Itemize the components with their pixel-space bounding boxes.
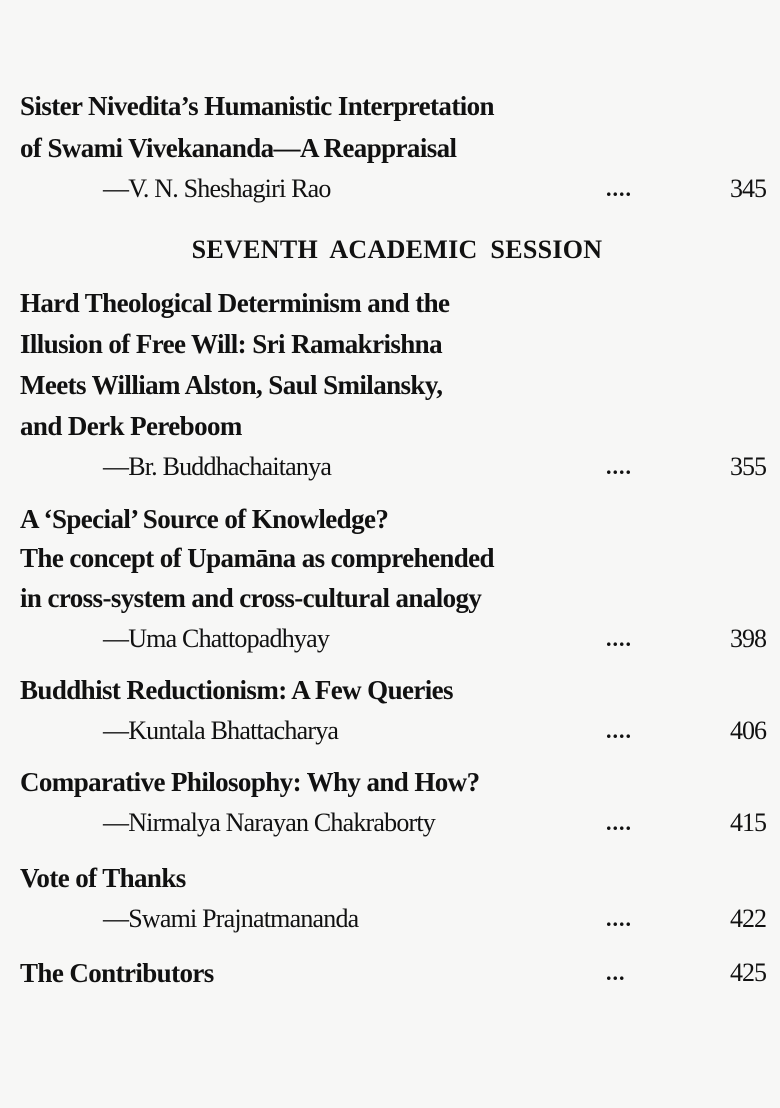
page-number: 355: [730, 452, 766, 481]
entry-title-line: of Swami Vivekananda—A Reappraisal: [20, 133, 457, 163]
dot-leader: ....: [606, 718, 632, 743]
section-heading: SEVENTH ACADEMIC SESSION: [191, 235, 603, 264]
entry-title-line: Vote of Thanks: [20, 863, 186, 893]
page-number: 422: [730, 904, 766, 933]
entry-title-line: and Derk Pereboom: [20, 411, 242, 441]
entry-author: —V. N. Sheshagiri Rao: [103, 174, 331, 203]
page-number: 415: [730, 808, 766, 837]
page-number: 345: [730, 174, 766, 203]
entry-author: —Uma Chattopadhyay: [103, 624, 330, 653]
entry-title-line: The concept of Upamāna as comprehended: [20, 543, 494, 573]
entry-author: —Nirmalya Narayan Chakraborty: [103, 808, 436, 837]
page-number: 398: [730, 624, 766, 653]
entry-author: —Kuntala Bhattacharya: [103, 716, 339, 745]
entry-author: —Br. Buddhachaitanya: [103, 452, 332, 481]
entry-title-line: Buddhist Reductionism: A Few Queries: [20, 675, 453, 705]
entry-title-line: Comparative Philosophy: Why and How?: [20, 767, 480, 797]
entry-title-line: Meets William Alston, Saul Smilansky,: [20, 370, 443, 400]
page-number: 425: [730, 958, 766, 987]
page-number: 406: [730, 716, 766, 745]
entry-title-line: Illusion of Free Will: Sri Ramakrishna: [20, 329, 443, 359]
entry-title-line: Hard Theological Determinism and the: [20, 288, 450, 318]
dot-leader: ...: [606, 960, 626, 985]
entry-title-line: in cross-system and cross-cultural analogy: [20, 583, 482, 613]
entry-author: —Swami Prajnatmananda: [103, 904, 359, 933]
entry-title-line: The Contributors: [20, 958, 214, 988]
dot-leader: ....: [606, 176, 632, 201]
dot-leader: ....: [606, 626, 632, 651]
dot-leader: ....: [606, 454, 632, 479]
entry-title-line: Sister Nivedita’s Humanistic Interpretation: [20, 91, 494, 121]
dot-leader: ....: [606, 810, 632, 835]
dot-leader: ....: [606, 906, 632, 931]
entry-title-line: A ‘Special’ Source of Knowledge?: [20, 504, 389, 534]
